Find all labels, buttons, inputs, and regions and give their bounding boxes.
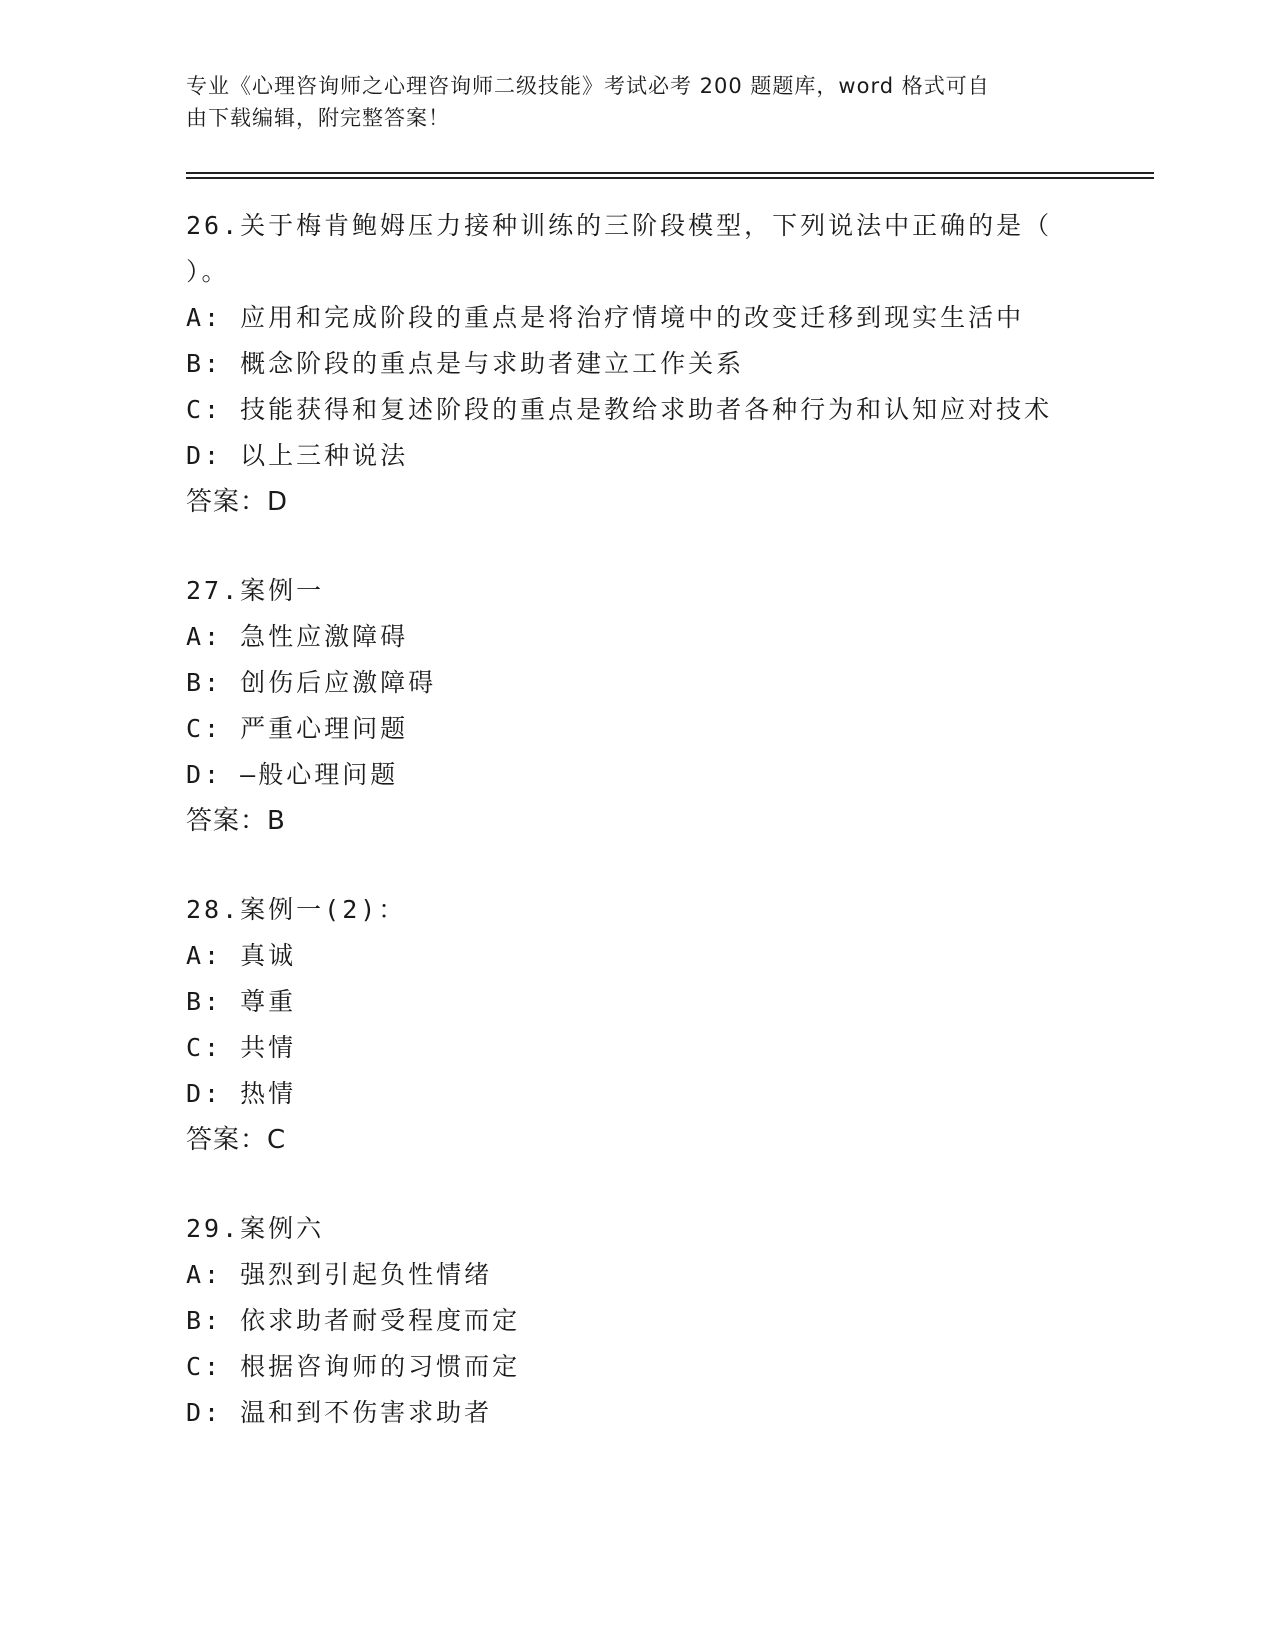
question-stem-continued: ）。 <box>186 257 230 286</box>
option-b: B: 依求助者耐受程度而定 <box>186 1306 521 1335</box>
option-d: D: 温和到不伤害求助者 <box>186 1398 493 1427</box>
option-d: D: 以上三种说法 <box>186 441 409 470</box>
document-page <box>186 70 1086 1479</box>
option-d: D: 热情 <box>186 1079 297 1108</box>
answer-line: 答案：C <box>186 1125 287 1155</box>
divider-line-bottom <box>186 177 1154 179</box>
question-26 <box>186 203 1086 525</box>
option-a: A: 急性应激障碍 <box>186 622 409 651</box>
answer-line: 答案：D <box>186 487 289 517</box>
option-c: C: 共情 <box>186 1033 297 1062</box>
header-intro-line2: 由下载编辑，附完整答案！ <box>186 106 450 130</box>
answer-line: 答案：B <box>186 806 286 836</box>
option-c: C: 严重心理问题 <box>186 714 409 743</box>
question-list <box>186 203 1086 1436</box>
option-b: B: 尊重 <box>186 987 297 1016</box>
option-b: B: 概念阶段的重点是与求助者建立工作关系 <box>186 349 745 378</box>
question-stem: 29.案例六 <box>186 1214 325 1243</box>
question-27 <box>186 568 1086 844</box>
option-a: A: 强烈到引起负性情绪 <box>186 1260 493 1289</box>
document-header <box>186 70 1066 134</box>
option-a: A: 真诚 <box>186 941 297 970</box>
option-b: B: 创伤后应激障碍 <box>186 668 437 697</box>
option-a: A: 应用和完成阶段的重点是将治疗情境中的改变迁移到现实生活中 <box>186 303 1025 332</box>
header-intro-line1: 专业《心理咨询师之心理咨询师二级技能》考试必考 200 题题库，word 格式可自 <box>186 74 990 98</box>
question-stem: 26.关于梅肯鲍姆压力接种训练的三阶段模型，下列说法中正确的是（ <box>186 211 1053 240</box>
option-d: D: —般心理问题 <box>186 760 399 789</box>
divider-line-top <box>186 172 1154 174</box>
option-c: C: 技能获得和复述阶段的重点是教给求助者各种行为和认知应对技术 <box>186 395 1053 424</box>
header-divider <box>186 172 1154 179</box>
question-stem: 27.案例一 <box>186 576 325 605</box>
question-stem: 28.案例一(2)： <box>186 895 407 924</box>
option-c: C: 根据咨询师的习惯而定 <box>186 1352 521 1381</box>
question-28 <box>186 887 1086 1163</box>
question-29 <box>186 1206 1086 1436</box>
